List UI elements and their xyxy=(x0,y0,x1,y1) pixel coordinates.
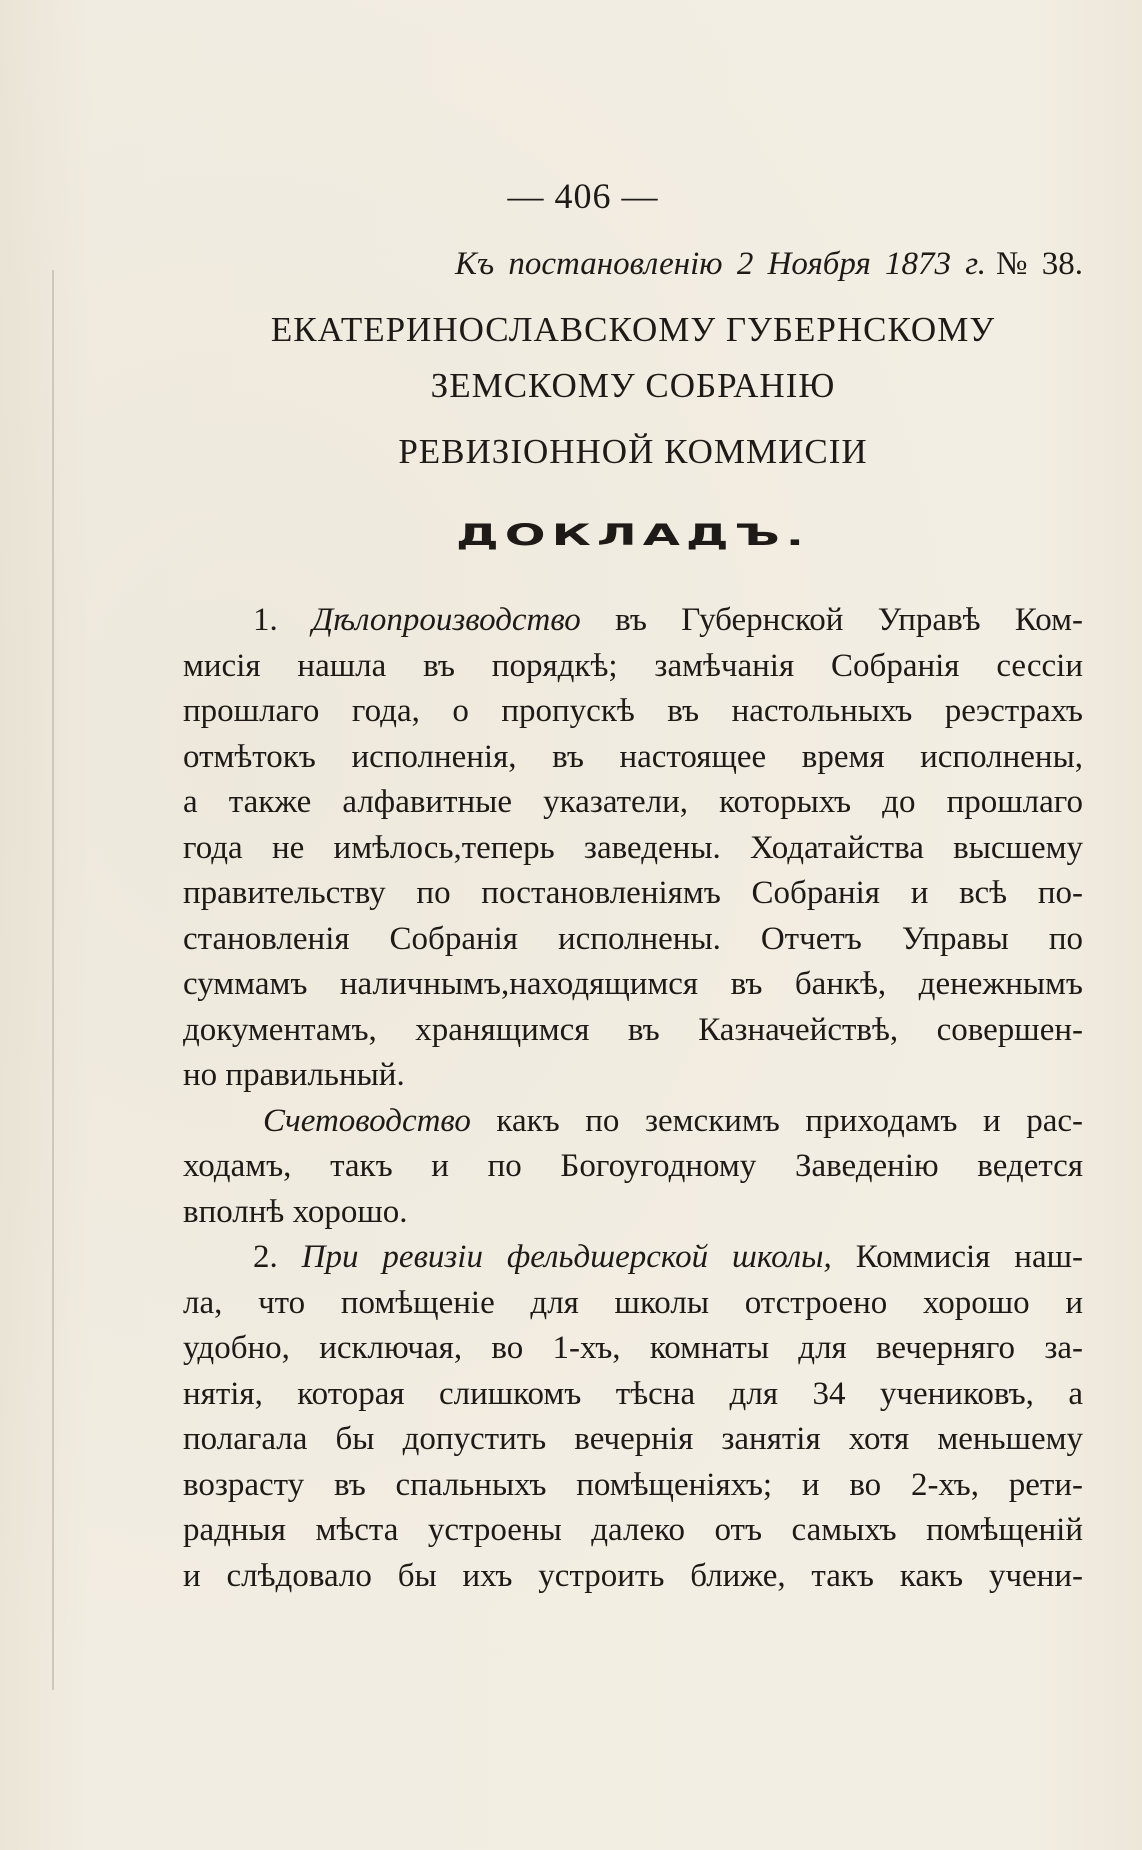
text-line: суммамъ наличнымъ,находящимся въ банкѣ, денежнымъ xyxy=(183,966,1083,1002)
page-text xyxy=(183,170,1083,1599)
text-line xyxy=(183,1235,1083,1281)
line-text: Коммисія наш- xyxy=(855,1239,1083,1275)
paragraph-number: 2. xyxy=(253,1239,278,1275)
heading-line-1: ЕКАТЕРИНОСЛАВСКОМУ ГУБЕРНСКОМУ xyxy=(270,310,996,349)
page-fold-edge xyxy=(52,270,54,1690)
text-line: правительству по постановленіямъ Собранія и всѣ по- xyxy=(183,875,1083,911)
text-line: радныя мѣста устроены далеко отъ самыхъ помѣщеній xyxy=(183,1512,1083,1548)
paragraph-lead: При ревизіи фельдшерской школы, xyxy=(301,1239,832,1275)
report-title: ДОКЛАДЪ. xyxy=(456,517,810,553)
text-line xyxy=(183,598,1083,644)
text-line: отмѣтокъ исполненія, въ настоящее время исполнены, xyxy=(183,738,1083,775)
text-line: становленія Собранія исполнены. Отчетъ Управы по xyxy=(183,920,1083,957)
paragraph-2 xyxy=(183,1235,1083,1599)
paragraph-accounting xyxy=(183,1099,1083,1236)
text-line: года не имѣлось,теперь заведены. Ходатайства высшему xyxy=(183,829,1083,866)
reference-number: № 38. xyxy=(996,246,1083,282)
text-line: удобно, исключая, во 1-хъ, комнаты для вечерняго за- xyxy=(183,1330,1083,1366)
text-line: документамъ, хранящимся въ Казначействѣ, совершен- xyxy=(183,1011,1083,1048)
line-text: въ Губернской Управѣ Ком- xyxy=(615,602,1083,638)
paragraph-number: 1. xyxy=(253,602,278,638)
text-line: а также алфавитные указатели, которыхъ до прошлаго xyxy=(183,784,1083,820)
text-line: нятія, которая слишкомъ тѣсна для 34 учениковъ, а xyxy=(183,1375,1083,1412)
report-body xyxy=(183,598,1083,1599)
text-line: и слѣдовало бы ихъ устроить ближе, такъ какъ учени- xyxy=(183,1557,1083,1594)
text-line: вполнѣ хорошо. xyxy=(183,1193,408,1230)
heading-line-3: РЕВИЗІОННОЙ КОММИСІИ xyxy=(398,432,868,471)
text-line: ходамъ, такъ и по Богоугодному Заведенію ведется xyxy=(183,1148,1083,1184)
heading-line-2: ЗЕМСКОМУ СОБРАНІЮ xyxy=(430,366,836,405)
text-line: мисія нашла въ порядкѣ; замѣчанія Собранія сессіи xyxy=(183,647,1083,684)
paragraph-1 xyxy=(183,598,1083,1099)
page-number: — 406 — xyxy=(507,176,659,216)
text-line: возрасту въ спальныхъ помѣщеніяхъ; и во 2-хъ, рети- xyxy=(183,1466,1083,1503)
text-line xyxy=(183,1099,1083,1145)
resolution-reference xyxy=(183,242,1083,286)
text-line: полагала бы допустить вечернія занятія хотя меньшему xyxy=(183,1421,1083,1457)
text-line: прошлаго года, о пропускѣ въ настольныхъ реэстрахъ xyxy=(183,693,1083,729)
reference-text: Къ постановленію 2 Ноября 1873 г. xyxy=(455,246,986,282)
text-line: но правильный. xyxy=(183,1057,405,1093)
text-line: ла, что помѣщеніе для школы отстроено хорошо и xyxy=(183,1284,1083,1321)
paragraph-lead: Дѣлопроизводство xyxy=(312,602,581,638)
paragraph-lead: Счетоводство xyxy=(263,1102,471,1139)
line-text: какъ по земскимъ приходамъ и рас- xyxy=(496,1102,1083,1139)
